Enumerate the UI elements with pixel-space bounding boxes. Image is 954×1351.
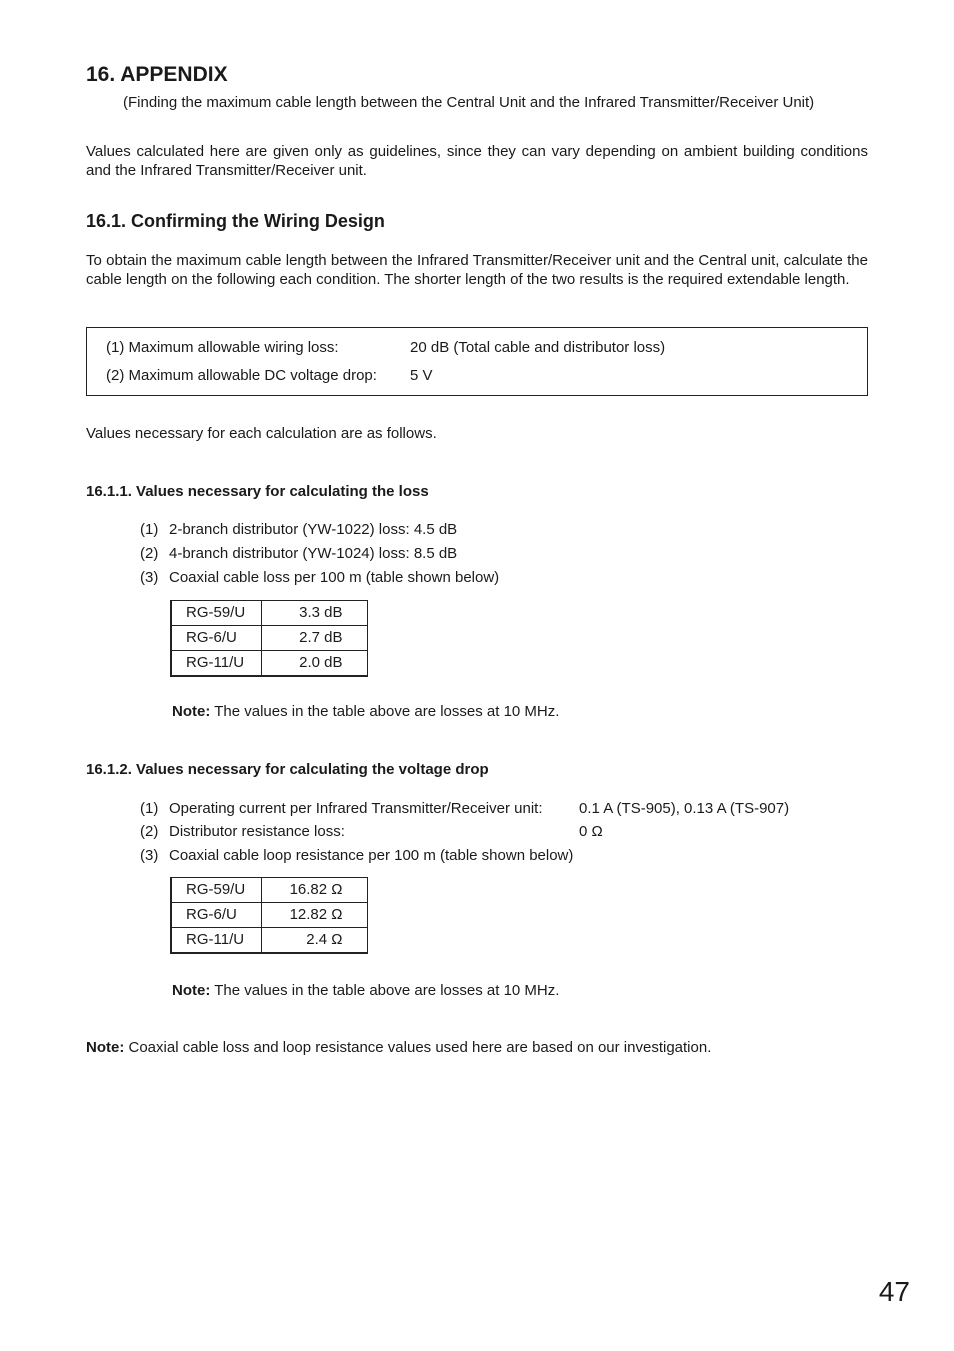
table-cell-cable: RG-6/U [171, 903, 261, 928]
values-intro: Values necessary for each calculation are as follows. [86, 425, 437, 442]
voltage-subsection-title: 16.1.2. Values necessary for calculating the voltage drop [86, 761, 489, 778]
loss-table [170, 600, 368, 677]
table-cell-cable: RG-11/U [171, 651, 261, 677]
table-cell-value: 16.82 Ω [261, 878, 367, 903]
list-text: Coaxial cable loss per 100 m (table shown below) [169, 569, 500, 586]
list-text: Operating current per Infrared Transmitter/Receiver unit: [169, 800, 543, 817]
note-text: The values in the table above are losses at 10 MHz. [210, 982, 560, 999]
intro-paragraph: Values calculated here are given only as guidelines, since they can vary depending on ambient building conditions and the Infrared Transmitter/Receiver unit. [86, 143, 868, 179]
table-cell-value: 2.0 dB [261, 651, 367, 677]
table-row [171, 651, 367, 677]
resistance-table [170, 877, 368, 954]
list-item [140, 520, 457, 539]
table-row [171, 601, 367, 626]
list-text: Coaxial cable loop resistance per 100 m (table shown below) [169, 847, 574, 864]
resistance-table-note [172, 981, 559, 1000]
list-number: (3) [140, 569, 159, 586]
list-number: (2) [140, 823, 159, 840]
note-label: Note: [172, 982, 211, 999]
note-text: The values in the table above are losses at 10 MHz. [210, 703, 560, 720]
condition-row [106, 366, 377, 385]
list-item [140, 568, 499, 587]
condition-row [106, 338, 339, 357]
table-row [171, 928, 367, 954]
list-item [140, 846, 573, 865]
note-label: Note: [86, 1039, 125, 1056]
table-cell-cable: RG-59/U [171, 878, 261, 903]
table-row [171, 626, 367, 651]
note-label: Note: [172, 703, 211, 720]
note-text: Coaxial cable loss and loop resistance values used here are based on our investigation. [124, 1039, 712, 1056]
conditions-box [86, 327, 868, 396]
list-number: (3) [140, 847, 159, 864]
list-item [140, 799, 790, 818]
section-title: 16.1. Confirming the Wiring Design [86, 211, 385, 231]
table-cell-cable: RG-59/U [171, 601, 261, 626]
list-text: Distributor resistance loss: [169, 823, 345, 840]
table-cell-value: 2.7 dB [261, 626, 367, 651]
appendix-heading: 16. APPENDIX [86, 63, 228, 86]
list-text: 4-branch distributor (YW-1024) loss: 8.5 dB [169, 545, 458, 562]
condition-label: (2) Maximum allowable DC voltage drop: [106, 367, 377, 384]
final-note [86, 1038, 711, 1057]
condition-label: (1) Maximum allowable wiring loss: [106, 339, 339, 356]
list-number: (1) [140, 521, 159, 538]
loss-table-note [172, 702, 559, 721]
list-value: 0.1 A (TS-905), 0.13 A (TS-907) [579, 800, 790, 817]
table-cell-value: 2.4 Ω [261, 928, 367, 954]
condition-value: 5 V [410, 367, 433, 384]
list-number: (2) [140, 545, 159, 562]
page-number: 47 [878, 1276, 910, 1307]
list-number: (1) [140, 800, 159, 817]
list-value: 0 Ω [579, 823, 603, 840]
list-text: 2-branch distributor (YW-1022) loss: 4.5 dB [169, 521, 458, 538]
table-cell-cable: RG-6/U [171, 626, 261, 651]
condition-value: 20 dB (Total cable and distributor loss) [410, 339, 666, 356]
table-cell-value: 12.82 Ω [261, 903, 367, 928]
section-paragraph: To obtain the maximum cable length between the Infrared Transmitter/Receiver unit and the Central unit, calculate the cable length on the following each condition. The shorter length of the two results is the required extendable length. [86, 252, 868, 288]
list-item [140, 544, 457, 563]
table-cell-value: 3.3 dB [261, 601, 367, 626]
table-row [171, 878, 367, 903]
appendix-subtitle: (Finding the maximum cable length between the Central Unit and the Infrared Transmitter/Receiver Unit) [123, 94, 815, 111]
table-row [171, 903, 367, 928]
table-cell-cable: RG-11/U [171, 928, 261, 954]
list-item [140, 822, 603, 841]
loss-subsection-title: 16.1.1. Values necessary for calculating the loss [86, 483, 429, 500]
